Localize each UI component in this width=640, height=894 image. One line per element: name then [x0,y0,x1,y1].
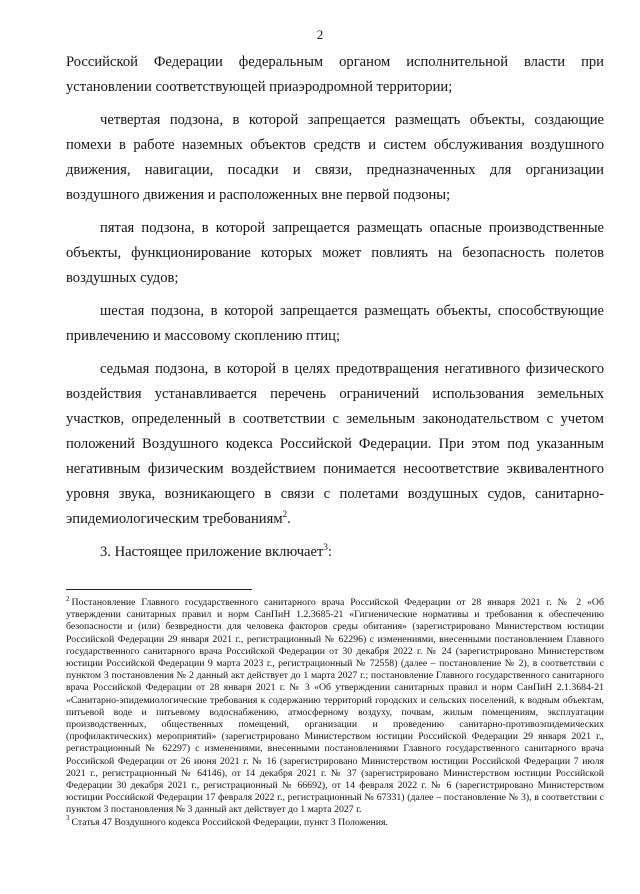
footnote-ref-3[interactable]: 3 [323,542,328,553]
footnotes [66,594,604,829]
footnote-3 [66,814,604,829]
footnote-number: 3 [66,814,70,823]
page-number: 2 [316,27,324,42]
paragraph-item-3 [66,540,604,565]
paragraph-subzone-4: четвертая подзона, в которой запрещается размещать объекты, создающие помехи в работе наземных объектов средств и систем обслуживания воздушного движения, навигации, посадки и связи, предназначенных для организации воздушного движения и расположенных вне первой подзоны; [66,112,604,203]
item-3-tail: : [327,544,332,560]
footnote-separator [66,589,252,590]
footnote-ref-2[interactable]: 2 [282,509,288,520]
footnote-2 [66,594,604,817]
paragraph-subzone-6: шестая подзона, в которой запрещается размещать объекты, способствующие привлечению и массовому скоплению птиц; [66,303,604,344]
footnote-text: Статья 47 Воздушного кодекса Российской Федерации, пункт 3 Положения. [71,816,388,828]
paragraph-continuation: Российской Федерации федеральным органом исполнительной власти при установлении соответствующей приаэродромной территории; [66,54,604,95]
paragraph-subzone-7-text: седьмая подзона, в которой в целях предотвращения негативного физического воздействия устанавливается перечень ограничений использования земельных участков, определенный в соответствии с земельным законодательством с учетом положений Воздушного кодекса Российской Федерации. При этом под указанным негативным физическим воздействием понимается несоответствие эквивалентного уровня звука, возникающего в связи с полетами воздушных судов, санитарно-эпидемиологическим требованиям [66,361,604,527]
footnote-number: 2 [66,594,70,603]
paragraph-subzone-5: пятая подзона, в которой запрещается размещать опасные производственные объекты, функционирование которых может повлиять на безопасность полетов воздушных судов; [66,220,604,286]
footnote-text: Постановление Главного государственного санитарного врача Российской Федерации от 28 января 2021 г. № 2 «Об утверждении санитарных правил и норм СанПиН 1.2.3685-21 «Гигиенические нормативы и требования к обеспечению безопасности и (или) безвредности для человека факторов среды обитания» (зарегистрировано Министерством юстиции Российской Федерации 29 января 2021 г., регистрационный № 62296) с изменениями, внесенными постановлением Главного государственного санитарного врача Российской Федерации от 30 декабря 2022 г. № 24 (зарегистрировано Министерством юстиции Российской Федерации 9 марта 2023 г., регистрационный № 72558) (далее – постановление № 2), в соответствии с пунктом 3 постановления № 2 данный акт действует до 1 марта 2027 г.; постановление Главного государственного санитарного врача Российской Федерации от 28 января 2021 г. № 3 «Об утверждении санитарных правил и норм СанПиН 2.1.3684-21 «Санитарно-эпидемиологические требования к содержанию территорий городских и сельских поселений, к водным объектам, питьевой воде и питьевому водоснабжению, атмосферному воздуху, почвам, жилым помещениям, эксплуатации производственных, общественных помещений, организации и проведению санитарно-противоэпидемических (профилактических) мероприятий» (зарегистрировано Министерством юстиции Российской Федерации 29 января 2021 г., регистрационный № 62297) с изменениями, внесенными постановлениями Главного государственного санитарного врача Российской Федерации от 26 июня 2021 г. № 16 (зарегистрировано Министерством юстиции Российской Федерации 7 июля 2021 г., регистрационный № 64146), от 14 декабря 2021 г. № 37 (зарегистрировано Министерством юстиции Российской Федерации 30 декабря 2021 г., регистрационный № 66692), от 14 февраля 2022 г. № 6 (зарегистрировано Министерством юстиции Российской Федерации 17 февраля 2022 г., регистрационный № 67331) (далее – постановление № 3), в соответствии с пунктом 3 постановления № 3 данный акт действует до 1 марта 2027 г. [66,597,604,816]
paragraph-subzone-7: седьмая подзона, в которой в целях предотвращения негативного физического воздействия устанавливается перечень ограничений использования земельных участков, определенный в соответствии с земельным законодательством с учетом положений Воздушного кодекса Российской Федерации. При этом под указанным негативным физическим воздействием понимается несоответствие эквивалентного уровня звука, возникающего в связи с полетами воздушных судов, санитарно-эпидемиологическим требованиям$^2$. [66,361,604,527]
item-3-text: 3. Настоящее приложение включает [100,544,324,560]
document-body [66,50,604,573]
